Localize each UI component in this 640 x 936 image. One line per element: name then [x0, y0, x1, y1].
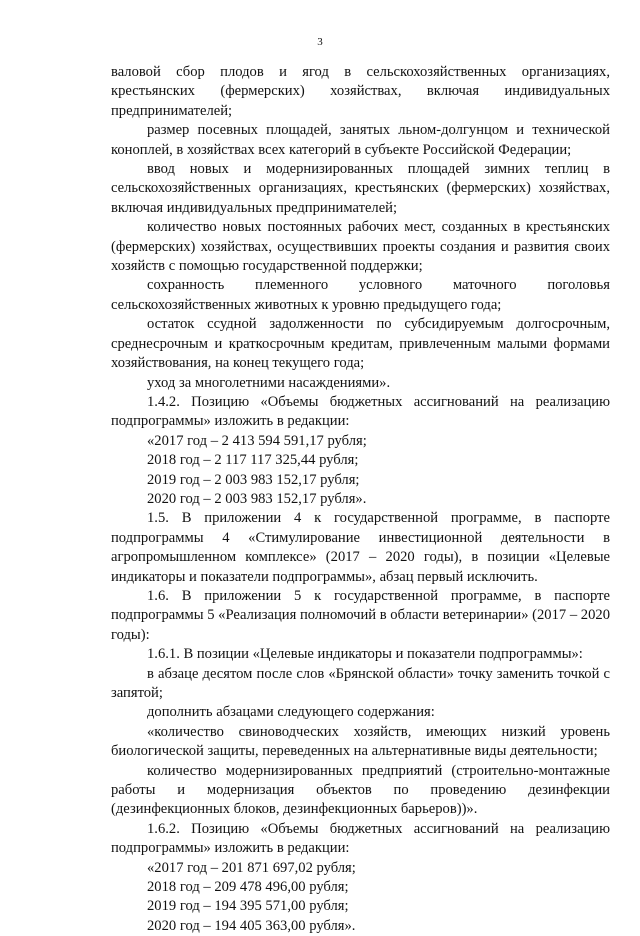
- paragraph: количество новых постоянных рабочих мест, созданных в крестьянских (фермерских) хозяйствах, осуществивших проекты создания и развития своих хозяйств с помощью государственной поддержки;: [111, 219, 610, 275]
- paragraph: размер посевных площадей, занятых льном-долгунцом и технической коноплей, в хозяйствах всех категорий в субъекте Российской Федерации;: [111, 122, 610, 158]
- paragraph: количество модернизированных предприятий (строительно-монтажные работы и модернизация объектов по проведению дезинфекции (дезинфекционных блоков, дезинфекционных барьеров))».: [111, 762, 610, 818]
- paragraph: сохранность племенного условного маточного поголовья сельскохозяйственных животных к уровню предыдущего года;: [111, 277, 610, 313]
- paragraph: 1.5. В приложении 4 к государственной программе, в паспорте подпрограммы 4 «Стимулирование инвестиционной деятельности в агропромышленном комплексе» (2017 – 2020 годы), в позиции «Целевые индикаторы и показатели подпрограммы», абзац первый исключить.: [111, 510, 610, 585]
- paragraph: 1.6. В приложении 5 к государственной программе, в паспорте подпрограммы 5 «Реализация полномочий в области ветеринарии» (2017 – 2020 годы):: [111, 587, 610, 643]
- paragraph: дополнить абзацами следующего содержания:: [147, 704, 435, 721]
- paragraph: ввод новых и модернизированных площадей зимних теплиц в сельскохозяйственных организациях, крестьянских (фермерских) хозяйствах, включая индивидуальных предпринимателей;: [111, 161, 610, 216]
- budget-line: 2019 год – 194 395 571,00 рубля;: [147, 898, 349, 915]
- paragraph: 1.6.1. В позиции «Целевые индикаторы и показатели подпрограммы»:: [147, 646, 583, 663]
- paragraph: в абзаце десятом после слов «Брянской области» точку заменить точкой с запятой;: [111, 665, 610, 701]
- paragraph: остаток ссудной задолженности по субсидируемым долгосрочным, среднесрочным и краткосрочным кредитам, привлеченным малыми формами хозяйствования, на конец текущего года;: [111, 316, 610, 372]
- paragraph: «количество свиноводческих хозяйств, имеющих низкий уровень биологической защиты, переведенных на альтернативные виды деятельности;: [111, 723, 610, 760]
- budget-line: «2017 год – 2 413 594 591,17 рубля;: [147, 432, 367, 449]
- paragraph: уход за многолетними насаждениями».: [147, 374, 391, 391]
- paragraph: 1.6.2. Позицию «Объемы бюджетных ассигнований на реализацию подпрограммы» изложить в редакции:: [111, 820, 610, 857]
- page-number: 3: [317, 36, 323, 48]
- budget-line: 2018 год – 209 478 496,00 рубля;: [147, 879, 349, 896]
- paragraph: 1.4.2. Позицию «Объемы бюджетных ассигнований на реализацию подпрограммы» изложить в редакции:: [111, 393, 610, 430]
- document-body: [111, 63, 610, 936]
- budget-line: 2019 год – 2 003 983 152,17 рубля;: [147, 471, 360, 488]
- paragraph: валовой сбор плодов и ягод в сельскохозяйственных организациях, крестьянских (фермерских) хозяйствах, включая индивидуальных предпринимателей;: [111, 64, 610, 119]
- budget-line: 2020 год – 194 405 363,00 рубля».: [147, 917, 356, 934]
- budget-line: 2020 год – 2 003 983 152,17 рубля».: [147, 490, 367, 507]
- budget-line: «2017 год – 201 871 697,02 рубля;: [147, 859, 356, 876]
- budget-line: 2018 год – 2 117 117 325,44 рубля;: [147, 452, 359, 469]
